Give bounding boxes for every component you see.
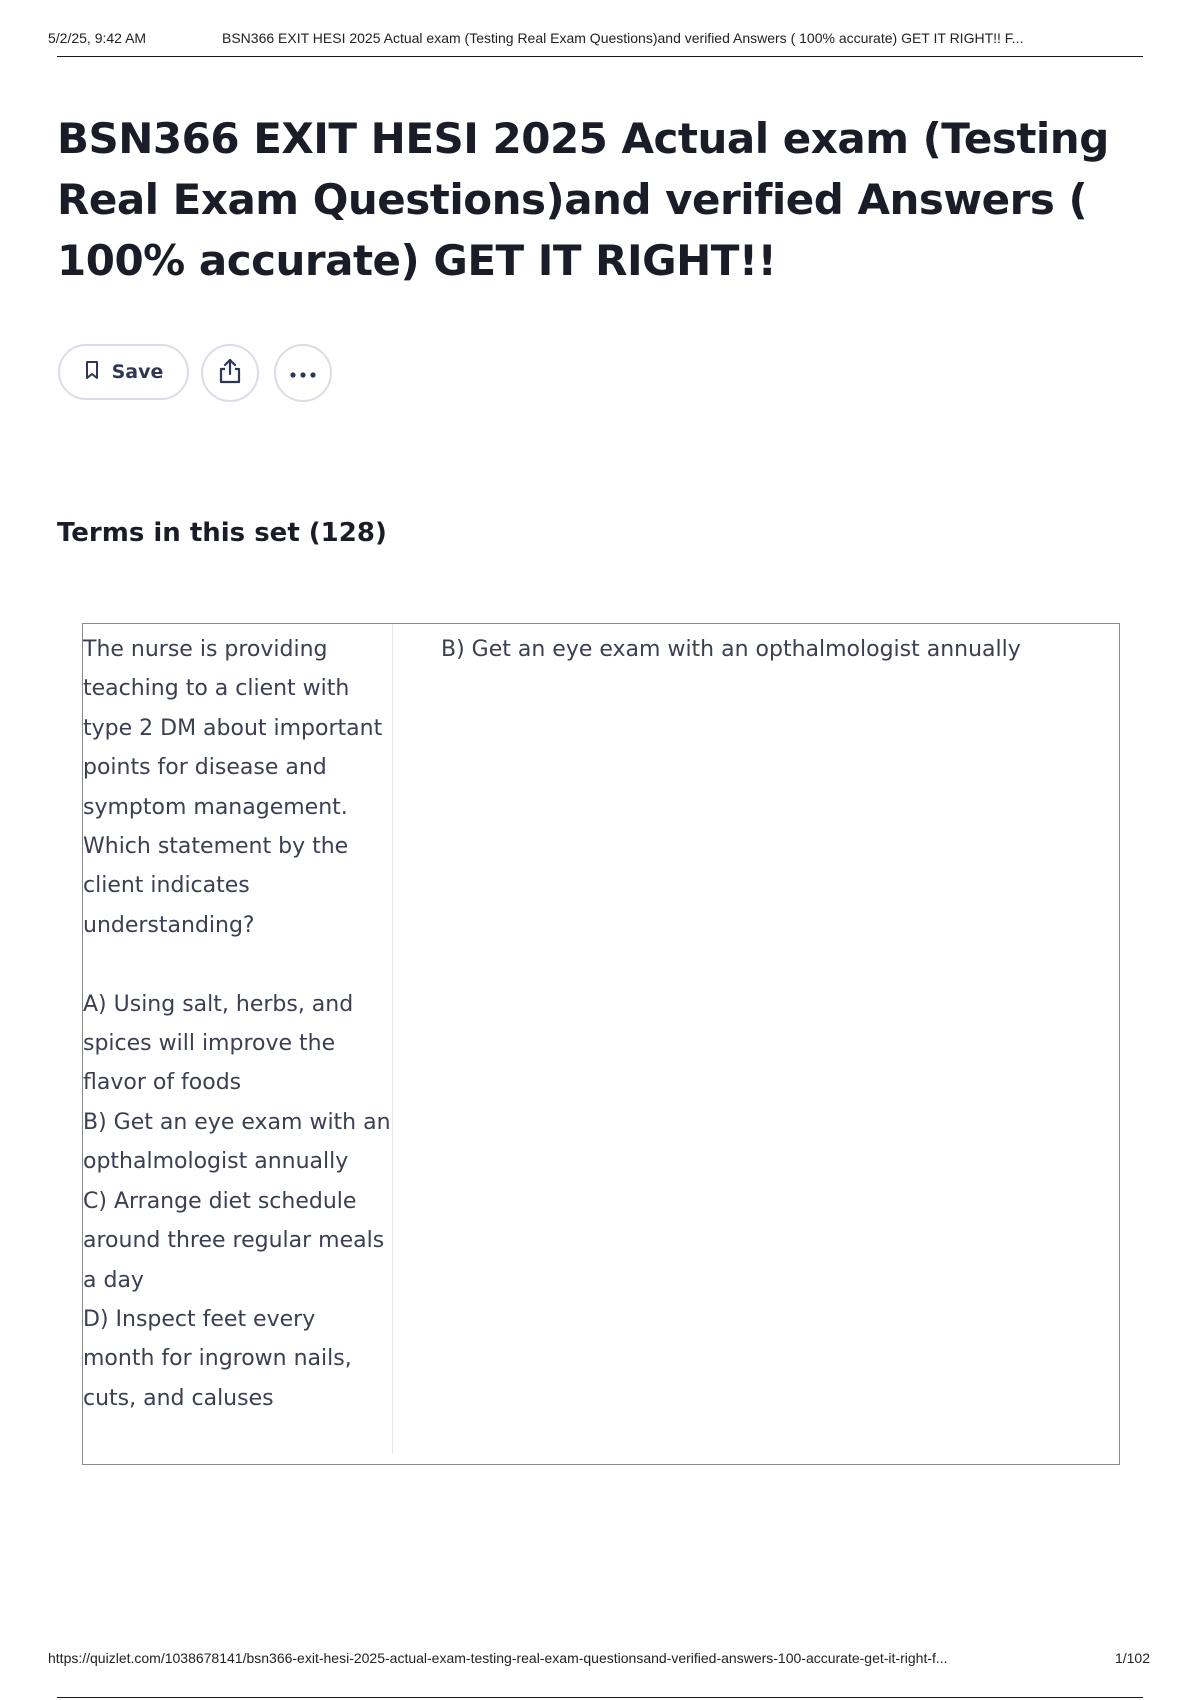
page-number: 1/102: [1114, 1650, 1150, 1666]
share-icon: [217, 357, 243, 389]
more-options-icon: [289, 364, 317, 383]
more-options-button[interactable]: [274, 344, 332, 402]
column-divider: [392, 624, 393, 1454]
definition-cell: B) Get an eye exam with an opthalmologist annually: [441, 637, 1021, 662]
header-divider: [57, 56, 1143, 57]
save-button-label: Save: [111, 361, 164, 383]
share-button[interactable]: [201, 344, 259, 402]
terms-table: [82, 623, 1120, 1465]
page-title: BSN366 EXIT HESI 2025 Actual exam (Testing Real Exam Questions)and verified Answers ( 100% accurate) GET IT RIGHT!!: [57, 114, 1109, 285]
print-header: [48, 30, 1150, 56]
save-button[interactable]: [58, 344, 189, 400]
bookmark-icon: [84, 360, 100, 384]
print-timestamp: 5/2/25, 9:42 AM: [48, 30, 147, 46]
print-url: https://quizlet.com/1038678141/bsn366-exit-hesi-2025-actual-exam-testing-real-exam-questionsand-verified-answers-100-accurate-get-it-right-f...: [48, 1650, 948, 1666]
footer-divider: [57, 1697, 1143, 1698]
term-cell: The nurse is providing teaching to a client with type 2 DM about important points for disease and symptom management. Which statement by the client indicates understanding? A) Using salt, herbs, and spices will improve the flavor of foods B) Get an eye exam with an opthalmologist annually C) Arrange diet schedule around three regular meals a day D) Inspect feet every month for ingrown nails, cuts, and caluses: [83, 637, 391, 1411]
terms-section-heading: Terms in this set (128): [57, 518, 387, 548]
print-document-title: BSN366 EXIT HESI 2025 Actual exam (Testing Real Exam Questions)and verified Answers ( 100% accurate) GET IT RIGHT!! F...: [222, 30, 1024, 46]
